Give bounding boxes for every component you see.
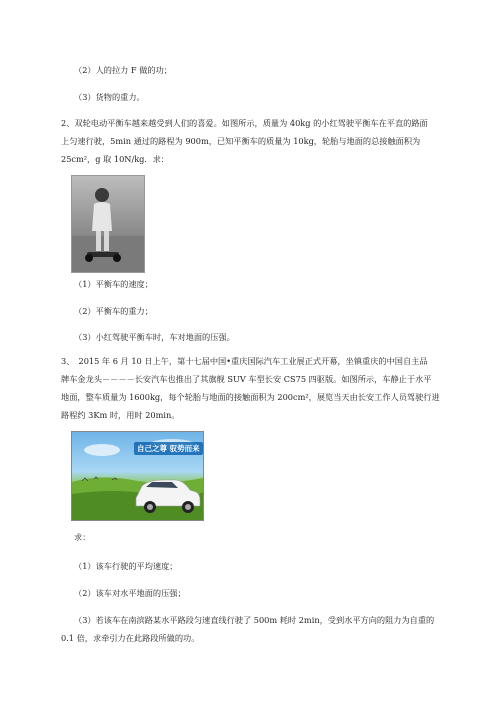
- q3-text-line1: 3、 2015 年 6 月 10 日上午，第十七届中国•重庆国际汽车工业展正式开幕，坐镇重庆的中国自主品: [61, 356, 428, 366]
- q2-part2: （2）平衡车的重力；: [74, 306, 153, 316]
- balance-scooter-photo: [71, 175, 145, 273]
- q1-part2: （2）人的拉力 F 做的功；: [74, 65, 172, 75]
- q1-part3: （3）货物的重力。: [74, 92, 145, 102]
- q3-part3-line2: 0.1 倍，求牵引力在此路段所做的功。: [61, 633, 200, 643]
- q2-part1: （1）平衡车的速度；: [74, 279, 153, 289]
- q2-text-line3: 25cm²，g 取 10N/kg．求：: [61, 154, 169, 164]
- q2-text-line2: 上匀速行驶，5min 通过的路程为 900m，已知平衡车的质量为 10kg，轮胎与地面的总接触面积为: [61, 136, 421, 146]
- suv-advert-photo: [71, 431, 204, 521]
- q2-part3: （3）小红驾驶平衡车时，车对地面的压强。: [74, 332, 235, 342]
- q2-text-line1: 2、双轮电动平衡车越来越受到人们的喜爱。如图所示，质量为 40kg 的小红驾驶平衡车在平直的路面: [61, 118, 428, 128]
- q3-text-line4: 路程约 3Km 时，用时 20min。: [61, 410, 180, 420]
- q3-ask: 求：: [74, 532, 91, 542]
- q3-part1: （1）该车行驶的平均速度；: [74, 561, 178, 571]
- q3-part2: （2）该车对水平地面的压强；: [74, 588, 186, 598]
- q3-text-line2: 牌车金龙头－－－－长安汽车也推出了其旗舰 SUV 车型长安 CS75 四驱版。如图所示，车静止于水平: [61, 374, 432, 384]
- car-ad-logo-text: 自己之尊 驭势而来: [134, 442, 203, 455]
- q3-text-line3: 地面，整车质量为 1600kg，每个轮胎与地面的接触面积为 200cm²，展览当天由长安工作人员驾驶行进: [61, 392, 440, 402]
- q3-part3-line1: （3）若该车在南滨路某水平路段匀速直线行驶了 500m 耗时 2min，受到水平方向的阻力为自重的: [74, 615, 435, 625]
